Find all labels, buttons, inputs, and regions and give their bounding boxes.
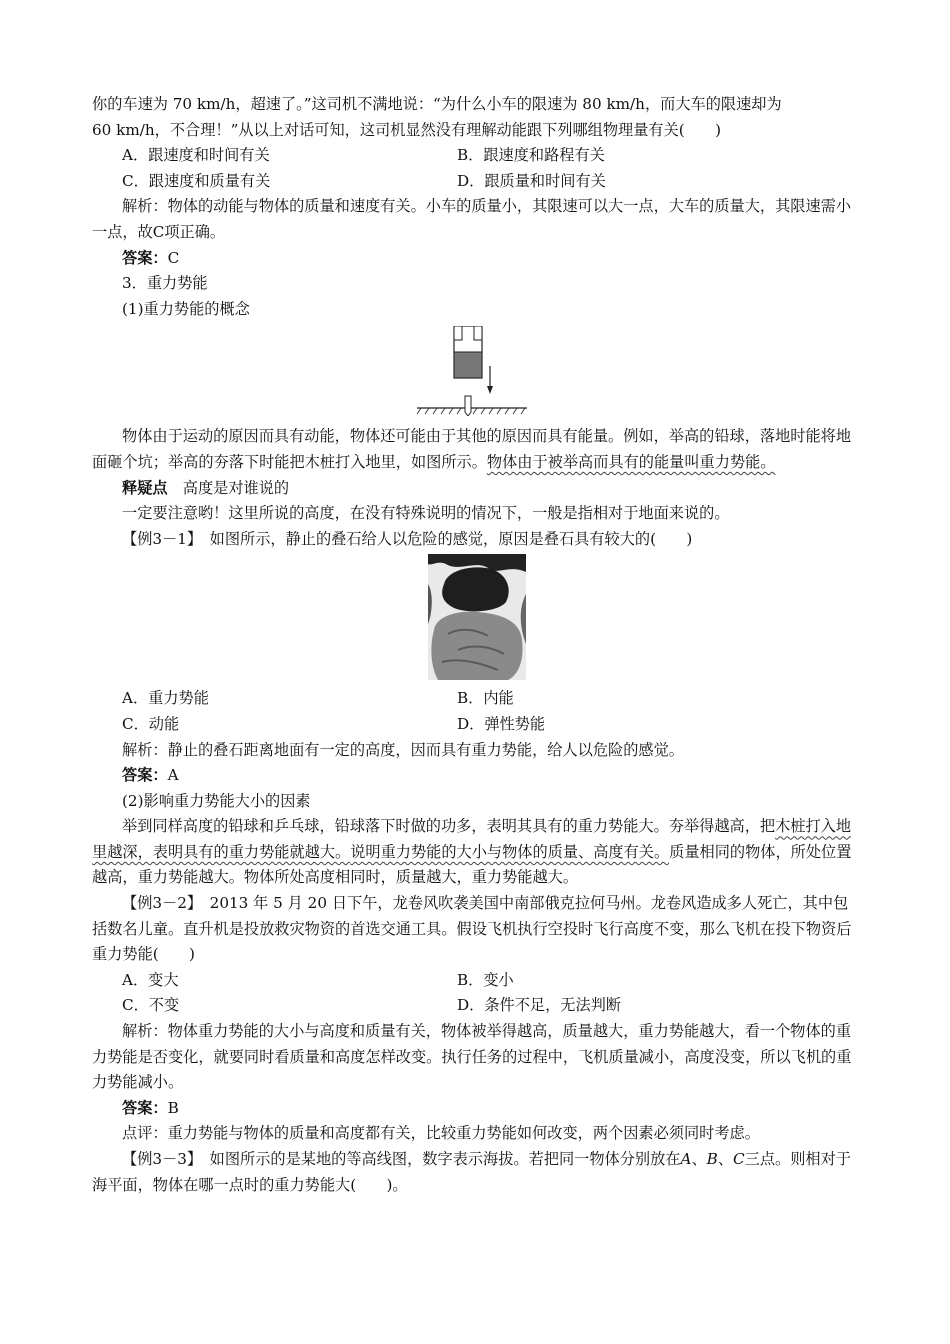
ex32-option-c: C．不变 — [122, 996, 180, 1015]
q2-answer — [92, 246, 862, 272]
section-3-sub-1: (1)重力势能的概念 — [122, 299, 250, 318]
stacked-stones-figure — [92, 554, 862, 680]
doubt-point — [92, 476, 862, 502]
paragraph-2-part-d: 质量相同的物体，所处位置越高，重力势能越大。物体所处高度相同时，质量越大，重力势能越大。 — [92, 842, 852, 887]
rammer-handle-left — [454, 326, 462, 340]
example-3-2-stem: 【例3－2】 2013 年 5 月 20 日下午，龙卷风吹袭美国中南部俄克拉何马州。龙卷风造成多人死亡，其中包括数名儿童。直升机是投放救灾物资的首选交通工具。假设飞机执行空投时飞行高度不变，那么飞机在投下物资后重力势能( ) — [92, 894, 852, 964]
paragraph-2-part-c: 说明重力势能的大小与物体的质量、高度有关。 — [350, 842, 670, 861]
section-3-paragraph-1 — [92, 424, 862, 475]
answer-label: 答案： — [122, 1098, 168, 1117]
ex31-answer — [92, 763, 862, 789]
q2-analysis: 解析：物体的动能与物体的质量和速度有关。小车的质量小，其限速可以大一点，大车的质量大，其限速需小一点，故C项正确。 — [92, 197, 851, 241]
ex31-options-row-1 — [92, 686, 862, 712]
ex31-option-b: B．内能 — [457, 689, 514, 708]
ex31-option-d: D．弹性势能 — [457, 714, 546, 733]
answer-value: B — [167, 1098, 179, 1117]
doubt-label: 释疑点 — [122, 478, 168, 497]
stacked-stones-photo — [428, 554, 526, 680]
q2-option-c: C．跟速度和质量有关 — [122, 171, 271, 190]
q2-options-row-1 — [92, 143, 862, 169]
intro-line-1: 你的车速为 70 km/h，超速了。”这司机不满地说：“为什么小车的限速为 80 km/h，而大车的限速却为 — [92, 95, 782, 113]
ex31-analysis: 解析：静止的叠石距离地面有一定的高度，因而具有重力势能，给人以危险的感觉。 — [122, 740, 684, 759]
paragraph-1-text: 物体由于运动的原因而具有动能，物体还可能由于其他的原因而具有能量。例如，举高的铅球，落地时能将地面砸个坑；举高的夯落下时能把木桩打入地里，如图所示。 — [92, 427, 851, 471]
point-a: A — [680, 1150, 692, 1168]
ex31-option-c: C．动能 — [122, 714, 180, 733]
answer-label: 答案： — [122, 766, 168, 785]
rammer-pile-figure — [92, 326, 862, 416]
document-page — [92, 92, 862, 1198]
ex32-comment: 点评：重力势能与物体的质量和高度都有关，比较重力势能如何改变，两个因素必须同时考虑。 — [122, 1124, 760, 1143]
doubt-text: 一定要注意哟！这里所说的高度，在没有特殊说明的情况下，一般是指相对于地面来说的。 — [122, 504, 730, 523]
fall-arrow-head — [487, 386, 493, 394]
ex32-option-d: D．条件不足，无法判断 — [457, 996, 622, 1015]
ex32-answer — [92, 1096, 862, 1122]
paragraph-2-part-a: 举到同样高度的铅球和乒乓球，铅球落下时做的功多，表明其具有的重力势能大。夯举得越高，把 — [122, 817, 776, 836]
ex33-stem-part-a: 【例3－3】 如图所示的是某地的等高线图，数字表示海拔。若把同一物体分别放在 — [122, 1150, 681, 1168]
q2-option-d: D．跟质量和时间有关 — [457, 171, 606, 190]
answer-value: C — [167, 248, 180, 267]
intro-line-2: 60 km/h，不合理！”从以上对话可知，这司机显然没有理解动能跟下列哪组物理量有关( ) — [92, 120, 722, 139]
example-3-1-stem: 【例3－1】 如图所示，静止的叠石给人以危险的感觉，原因是叠石具有较大的( ) — [122, 529, 693, 548]
ex32-option-b: B．变小 — [457, 970, 514, 989]
ex32-option-a: A．变大 — [122, 970, 179, 989]
section-3-sub-2: (2)影响重力势能大小的因素 — [122, 791, 311, 810]
section-3-paragraph-2 — [92, 814, 862, 891]
rammer-pile-diagram — [407, 326, 547, 416]
q2-option-a: A．跟速度和时间有关 — [122, 146, 270, 165]
point-b: B — [706, 1150, 718, 1168]
ex32-options-row-2 — [92, 993, 862, 1019]
ex32-options-row-1 — [92, 968, 862, 994]
rammer-weight — [454, 352, 482, 378]
ex31-option-a: A．重力势能 — [122, 689, 209, 708]
q2-option-b: B．跟速度和路程有关 — [457, 146, 605, 165]
answer-label: 答案： — [122, 248, 168, 267]
rammer-handle-right — [474, 326, 482, 340]
ex32-analysis: 解析：物体重力势能的大小与高度和质量有关，物体被举得越高，质量越大，重力势能越大，看一个物体的重力势能是否变化，就要同时看质量和高度怎样改变。执行任务的过程中，飞机质量减小，高度没变，所以飞机的重力势能减小。 — [92, 1022, 852, 1092]
ex33-stem-part-b: 三点。则相对于海平面，物体在哪一点时的重力势能大( )。 — [92, 1150, 851, 1194]
separator: 、 — [691, 1150, 707, 1168]
paragraph-2-part-b: 木桩打入地里越深，表明具有的重力势能就越大。 — [92, 817, 851, 861]
section-3-title: 3．重力势能 — [122, 274, 208, 293]
upper-stone — [442, 568, 509, 612]
separator: 、 — [717, 1150, 733, 1168]
ex31-options-row-2 — [92, 712, 862, 738]
wooden-pile — [465, 396, 471, 416]
doubt-title: 高度是对谁说的 — [182, 478, 290, 497]
example-3-3-stem — [92, 1147, 862, 1198]
q2-options-row-2 — [92, 169, 862, 195]
point-c: C — [733, 1150, 745, 1168]
answer-value: A — [167, 766, 179, 785]
paragraph-1-definition: 物体由于被举高而具有的能量叫重力势能。 — [486, 452, 776, 471]
